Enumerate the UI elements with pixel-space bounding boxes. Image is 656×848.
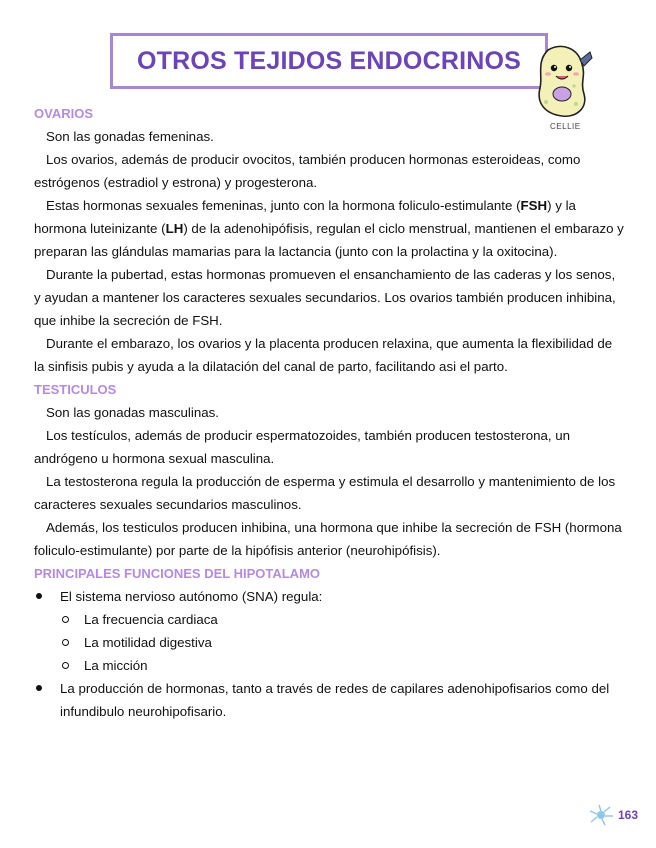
ovarios-paragraph-2: Los ovarios, además de producir ovocitos, también producen hormonas esteroideas, como estrógenos (estradiol y estrona) y progesterona.	[34, 152, 581, 190]
fsh-abbrev: FSH	[520, 198, 548, 213]
page-number: 163	[617, 808, 638, 822]
neuron-icon	[588, 804, 614, 826]
testiculos-paragraph-3: La testosterona regula la producción de esperma y estimula el desarrollo y mantenimiento de los caracteres sexuales secundarios masculinos.	[34, 474, 616, 512]
list-item: La frecuencia cardiaca	[60, 608, 624, 631]
sna-sublist	[60, 608, 624, 677]
ovarios-paragraph-4: Durante la pubertad, estas hormonas promueven el ensanchamiento de las caderas y los senos, y ayudan a mantener los caracteres sexuales secundarios. Los ovarios también producen inhibina, que inhibe la secreción de FSH.	[34, 267, 616, 328]
ovarios-paragraph-3	[34, 194, 624, 263]
lh-abbrev: LH	[165, 221, 184, 236]
list-item: La motilidad digestiva	[60, 631, 624, 654]
hipotalamo-bullet-2: La producción de hormonas, tanto a través de redes de capilares adenohipofisarios como del infundibulo neurohipofisario.	[60, 681, 610, 719]
ovarios-p3-text-e: ) de la adenohipófisis, regulan el ciclo menstrual, mantienen el embarazo y preparan las glándulas mamarias para la lactancia (junto con la prolactina y la oxitocina).	[34, 221, 624, 259]
list-item	[34, 585, 624, 677]
mascot-caption: CELLIE	[550, 122, 581, 131]
testiculos-paragraph-1: Son las gonadas masculinas.	[46, 405, 219, 420]
ovarios-p3-text-c: ) y la hormona luteinizante (	[34, 198, 576, 236]
section-heading-testiculos: TESTICULOS	[34, 382, 117, 397]
testiculos-paragraph-4: Además, los testiculos producen inhibina, una hormona que inhibe la secreción de FSH (hormona foliculo-estimulante) por parte de la hipófisis anterior (neurohipófisis).	[34, 520, 622, 558]
list-item	[34, 677, 624, 723]
section-heading-ovarios: OVARIOS	[34, 106, 93, 121]
hipotalamo-list	[34, 585, 624, 723]
page-footer	[588, 804, 638, 826]
hipotalamo-bullet-1: El sistema nervioso autónomo (SNA) regula:	[60, 589, 323, 604]
ovarios-paragraph-1: Son las gonadas femeninas.	[46, 129, 214, 144]
title-box	[110, 33, 548, 89]
ovarios-paragraph-5: Durante el embarazo, los ovarios y la placenta producen relaxina, que aumenta la flexibilidad de la sinfisis pubis y ayuda a la dilatación del canal de parto, facilitando asi el parto.	[34, 336, 613, 374]
section-heading-hipotalamo: PRINCIPALES FUNCIONES DEL HIPOTALAMO	[34, 566, 321, 581]
ovarios-p3-text-a: Estas hormonas sexuales femeninas, junto con la hormona foliculo-estimulante (	[46, 198, 521, 213]
list-item: La micción	[60, 654, 624, 677]
page-title: OTROS TEJIDOS ENDOCRINOS	[136, 46, 521, 75]
testiculos-paragraph-2: Los testículos, además de producir espermatozoides, también producen testosterona, un andrógeno u hormona sexual masculina.	[34, 428, 571, 466]
page-content	[34, 102, 624, 723]
